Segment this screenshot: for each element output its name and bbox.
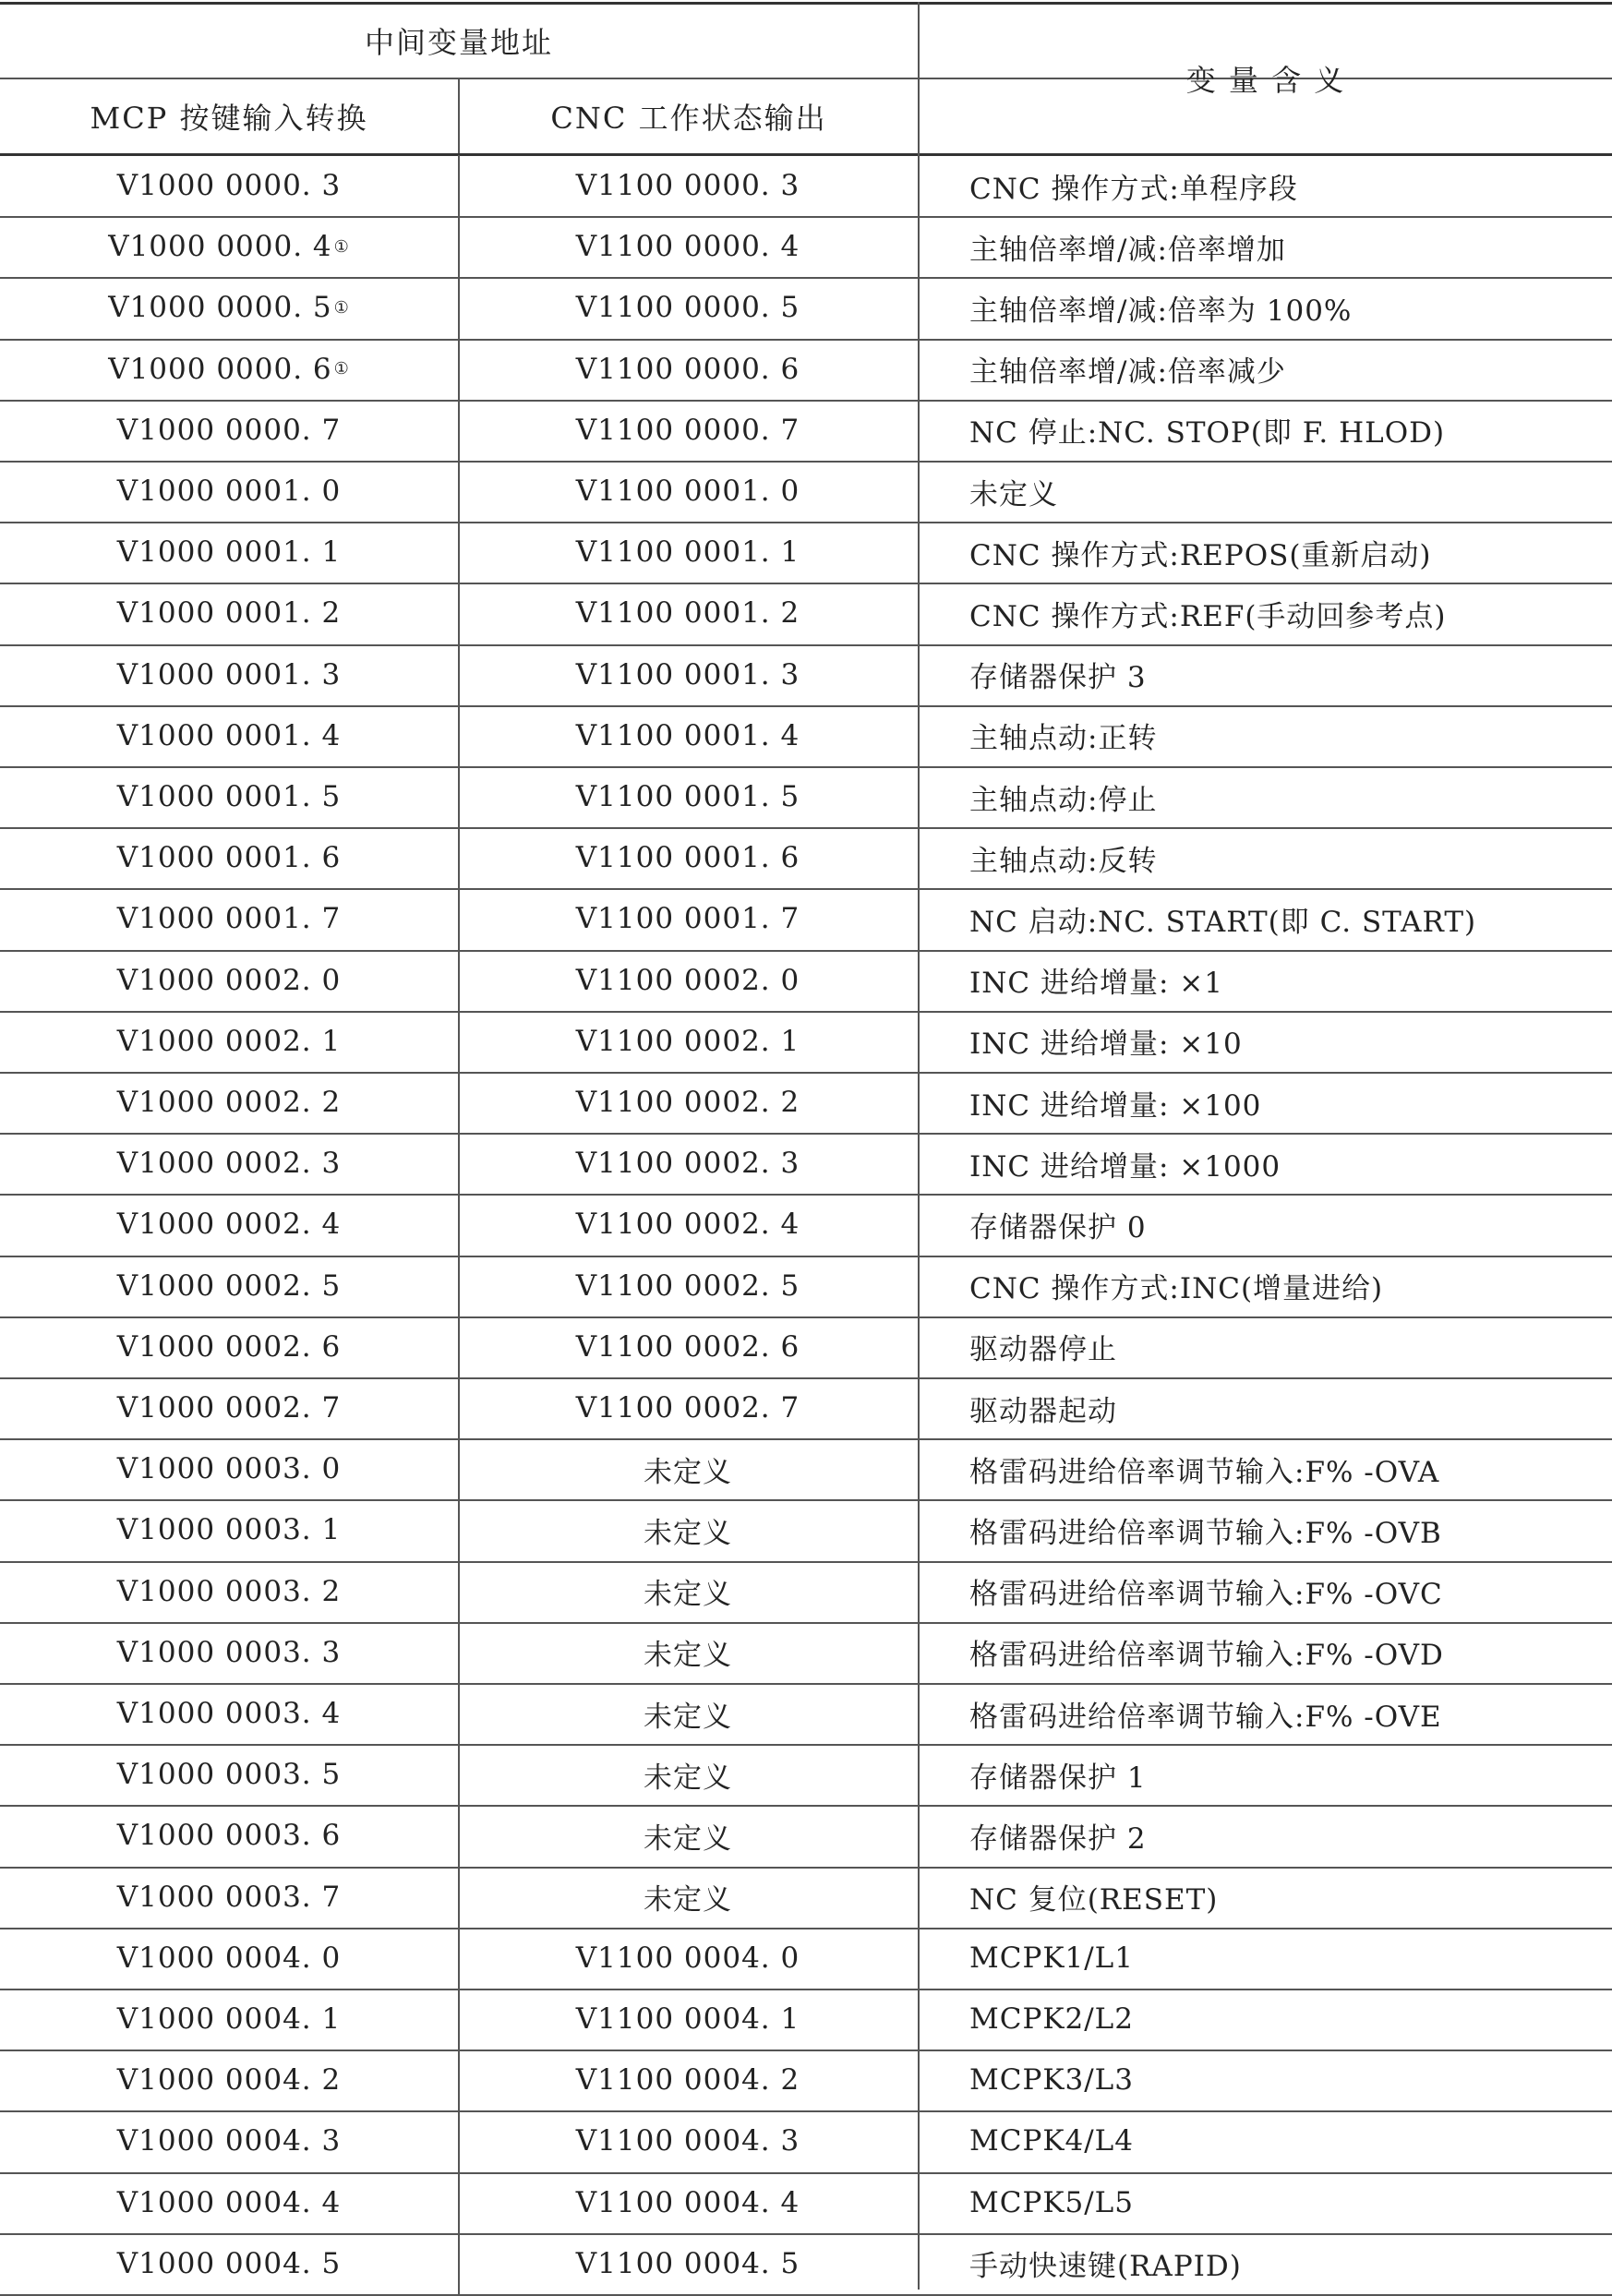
variable-meaning: 驱动器停止 [969,1333,1117,1367]
row-column-divider [458,1133,460,1194]
variable-meaning: CNC 操作方式:REF(手动回参考点) [969,599,1447,633]
header-meaning-label: 变 量 含 义 [1185,63,1346,98]
variable-meaning: 主轴倍率增/减:倍率为 100% [969,294,1353,328]
mcp-input-address-text: V1000 0000. 5 [108,291,332,325]
cnc-output-address: V1100 0000. 7 [575,413,800,447]
cnc-output-address: 未定义 [644,1821,732,1856]
mcp-input-address [0,705,458,766]
mcp-input-address-text: V1000 0003. 2 [116,1574,342,1608]
row-column-divider [458,277,460,338]
variable-meaning: 主轴点动:正转 [969,722,1158,756]
variable-meaning: INC 进给增量: ×1000 [969,1149,1281,1184]
cnc-output-address: V1100 0001. 0 [575,475,800,509]
cnc-output-address: V1100 0001. 4 [575,718,800,752]
variable-meaning: MCPK5/L5 [969,2185,1134,2219]
mcp-input-address [0,1928,458,1989]
variable-meaning: 驱动器起动 [969,1394,1117,1428]
mcp-input-address-text: V1000 0004. 1 [116,2002,342,2037]
row-column-divider [458,1622,460,1683]
mcp-input-address-text: V1000 0002. 4 [116,1208,342,1242]
row-column-divider [458,2172,460,2233]
row-column-divider [458,522,460,583]
cnc-output-address: V1100 0001. 5 [575,780,800,814]
row-column-divider [458,400,460,461]
cnc-output-address: V1100 0001. 7 [575,902,800,936]
variable-meaning: 手动快速键(RAPID) [969,2250,1242,2284]
mcp-input-address-text: V1000 0000. 4 [108,230,332,264]
mcp-input-address [0,339,458,400]
mcp-input-address [0,461,458,522]
variable-meaning: 存储器保护 0 [969,1210,1147,1244]
variable-meaning: 主轴倍率增/减:倍率减少 [969,355,1286,390]
variable-meaning: 格雷码进给倍率调节输入:F% -OVA [969,1455,1440,1489]
variable-meaning: NC 启动:NC. START(即 C. START) [969,905,1477,939]
mcp-input-address-text: V1000 0003. 7 [116,1880,342,1914]
row-column-divider [458,1256,460,1316]
variable-meaning: 格雷码进给倍率调节输入:F% -OVD [969,1639,1444,1673]
variable-meaning: 存储器保护 3 [969,661,1147,695]
mcp-input-address-text: V1000 0002. 1 [116,1024,342,1058]
mcp-input-address [0,1989,458,2050]
variable-meaning: 格雷码进给倍率调节输入:F% -OVB [969,1516,1442,1550]
row-column-divider [458,2050,460,2110]
mcp-input-address [0,2172,458,2233]
mcp-input-address-text: V1000 0004. 4 [116,2185,342,2219]
variable-meaning: 格雷码进给倍率调节输入:F% -OVE [969,1700,1442,1734]
mcp-input-address [0,2050,458,2110]
cnc-output-address: V1100 0002. 4 [575,1208,800,1242]
cnc-output-address: V1100 0004. 1 [575,2002,800,2037]
mcp-input-address [0,1805,458,1866]
variable-meaning: MCPK2/L2 [969,2002,1134,2037]
row-column-divider [458,1805,460,1866]
row-column-divider [458,1377,460,1438]
mcp-input-address [0,888,458,949]
mcp-input-address-text: V1000 0002. 5 [116,1268,342,1303]
row-column-divider [458,1683,460,1744]
mcp-input-address-text: V1000 0001. 1 [116,535,342,570]
mcp-input-address-text: V1000 0002. 7 [116,1391,342,1425]
mcp-input-address [0,1438,458,1499]
cnc-output-address: V1100 0004. 2 [575,2063,800,2098]
mcp-input-address [0,1622,458,1683]
header-cnc-output-label: CNC 工作状态输出 [550,101,827,136]
mcp-input-address [0,1256,458,1316]
mcp-input-address-text: V1000 0001. 4 [116,718,342,752]
cnc-output-address: V1100 0000. 4 [575,230,800,264]
mcp-input-address [0,400,458,461]
header-mcp-input-label: MCP 按键输入转换 [90,101,368,136]
cnc-output-address: V1100 0000. 3 [575,169,800,203]
row-column-divider [458,705,460,766]
variable-meaning: 存储器保护 1 [969,1761,1147,1795]
row-column-divider [458,1194,460,1255]
variable-meaning: NC 复位(RESET) [969,1883,1219,1917]
mcp-input-address-text: V1000 0004. 2 [116,2063,342,2098]
mcp-input-address [0,950,458,1011]
mcp-input-address-text: V1000 0003. 3 [116,1635,342,1669]
cnc-output-address: V1100 0004. 5 [575,2246,800,2280]
mcp-input-address-text: V1000 0003. 1 [116,1513,342,1547]
mcp-input-address [0,1499,458,1560]
cnc-output-address: V1100 0001. 3 [575,657,800,691]
mcp-input-address-text: V1000 0003. 0 [116,1452,342,1486]
mcp-input-address-text: V1000 0002. 6 [116,1329,342,1364]
header-group-label: 中间变量地址 [364,25,553,60]
mcp-input-address-text: V1000 0001. 2 [116,596,342,631]
cnc-output-address: V1100 0002. 6 [575,1329,800,1364]
mcp-input-address [0,1744,458,1805]
variable-meaning: CNC 操作方式:单程序段 [969,172,1298,206]
row-column-divider [458,2110,460,2171]
row-column-divider [458,827,460,888]
row-column-divider [458,1072,460,1133]
row-column-divider [458,1867,460,1928]
cnc-output-address: V1100 0004. 3 [575,2124,800,2158]
cnc-output-address: V1100 0000. 5 [575,291,800,325]
row-column-divider [458,1011,460,1072]
mcp-input-address-text: V1000 0001. 7 [116,902,342,936]
variable-meaning: 主轴倍率增/减:倍率增加 [969,233,1286,267]
variable-meaning: 主轴点动:反转 [969,844,1158,878]
mcp-input-address [0,1011,458,1072]
cnc-output-address: V1100 0001. 2 [575,596,800,631]
variable-meaning: 格雷码进给倍率调节输入:F% -OVC [969,1578,1443,1612]
mcp-input-address [0,1133,458,1194]
cnc-output-address: 未定义 [644,1516,732,1550]
cnc-output-address: 未定义 [644,1639,732,1673]
cnc-output-address: 未定义 [644,1578,732,1612]
mcp-input-address-text: V1000 0003. 4 [116,1697,342,1731]
mcp-input-address [0,583,458,643]
mcp-input-address [0,827,458,888]
row-column-divider [458,644,460,705]
row-column-divider [458,155,460,216]
row-column-divider [458,1499,460,1560]
row-column-divider [458,1989,460,2050]
mcp-input-address [0,277,458,338]
row-column-divider [458,339,460,400]
cnc-output-address: 未定义 [644,1883,732,1917]
row-column-divider [458,2233,460,2294]
mcp-input-address [0,644,458,705]
mcp-input-address [0,2233,458,2294]
variable-meaning: INC 进给增量: ×10 [969,1028,1243,1062]
cnc-output-address: V1100 0002. 5 [575,1268,800,1303]
row-column-divider [458,1744,460,1805]
mcp-input-address-text: V1000 0001. 6 [116,841,342,875]
mcp-input-address-text: V1000 0001. 0 [116,475,342,509]
row-column-divider [458,1561,460,1622]
mcp-input-address-text: V1000 0004. 3 [116,2124,342,2158]
cnc-output-address: V1100 0002. 1 [575,1024,800,1058]
cnc-output-address: V1100 0001. 1 [575,535,800,570]
mcp-input-address-text: V1000 0002. 0 [116,963,342,997]
mcp-input-address-text: V1000 0001. 3 [116,657,342,691]
variable-meaning: 主轴点动:停止 [969,783,1158,817]
variable-meaning: NC 停止:NC. STOP(即 F. HLOD) [969,416,1446,451]
mcp-input-address-text: V1000 0000. 3 [116,169,342,203]
mcp-input-address-text: V1000 0003. 6 [116,1819,342,1853]
cnc-output-address: V1100 0001. 6 [575,841,800,875]
mcp-input-address [0,1561,458,1622]
mcp-input-address [0,1194,458,1255]
row-column-divider [458,1438,460,1499]
cnc-output-address: 未定义 [644,1761,732,1795]
row-column-divider [458,888,460,949]
cnc-output-address: V1100 0000. 6 [575,352,800,386]
mcp-input-address-text: V1000 0000. 7 [116,413,342,447]
cnc-output-address: V1100 0002. 0 [575,963,800,997]
mcp-input-address [0,1867,458,1928]
column-divider-meaning [918,2,920,2290]
variable-meaning: MCPK4/L4 [969,2124,1134,2158]
row-column-divider [458,950,460,1011]
mcp-input-address [0,1683,458,1744]
cnc-output-address: 未定义 [644,1700,732,1734]
mcp-input-address-text: V1000 0002. 3 [116,1147,342,1181]
variable-meaning: MCPK1/L1 [969,1941,1134,1975]
mcp-input-address [0,155,458,216]
footnote-marker: ① [333,297,350,318]
mcp-input-address-text: V1000 0003. 5 [116,1758,342,1792]
cnc-output-address: V1100 0002. 7 [575,1391,800,1425]
row-column-divider [458,583,460,643]
row-column-divider [458,461,460,522]
footnote-marker: ① [333,359,350,379]
mcp-input-address [0,1316,458,1377]
row-column-divider [458,1316,460,1377]
cnc-output-address: V1100 0002. 3 [575,1147,800,1181]
variable-meaning: 存储器保护 2 [969,1821,1147,1856]
mcp-input-address [0,522,458,583]
mcp-input-address [0,1072,458,1133]
variable-meaning: MCPK3/L3 [969,2063,1134,2098]
variable-meaning: CNC 操作方式:REPOS(重新启动) [969,538,1432,572]
mcp-input-address [0,1377,458,1438]
mcp-input-address-text: V1000 0004. 0 [116,1941,342,1975]
row-column-divider [458,1928,460,1989]
variable-meaning: INC 进给增量: ×100 [969,1088,1262,1123]
mcp-input-address-text: V1000 0002. 2 [116,1086,342,1120]
row-column-divider [458,766,460,827]
mcp-input-address [0,766,458,827]
mcp-input-address-text: V1000 0000. 6 [108,352,332,386]
variable-meaning: INC 进给增量: ×1 [969,967,1223,1001]
mcp-input-address-text: V1000 0004. 5 [116,2246,342,2280]
mcp-input-address [0,2110,458,2171]
row-column-divider [458,216,460,277]
footnote-marker: ① [333,236,350,257]
mcp-input-address [0,216,458,277]
cnc-output-address: V1100 0004. 4 [575,2185,800,2219]
variable-meaning: CNC 操作方式:INC(增量进给) [969,1272,1384,1306]
cnc-output-address: V1100 0004. 0 [575,1941,800,1975]
cnc-output-address: V1100 0002. 2 [575,1086,800,1120]
mcp-input-address-text: V1000 0001. 5 [116,780,342,814]
cnc-output-address: 未定义 [644,1455,732,1489]
variable-meaning: 未定义 [969,477,1058,511]
